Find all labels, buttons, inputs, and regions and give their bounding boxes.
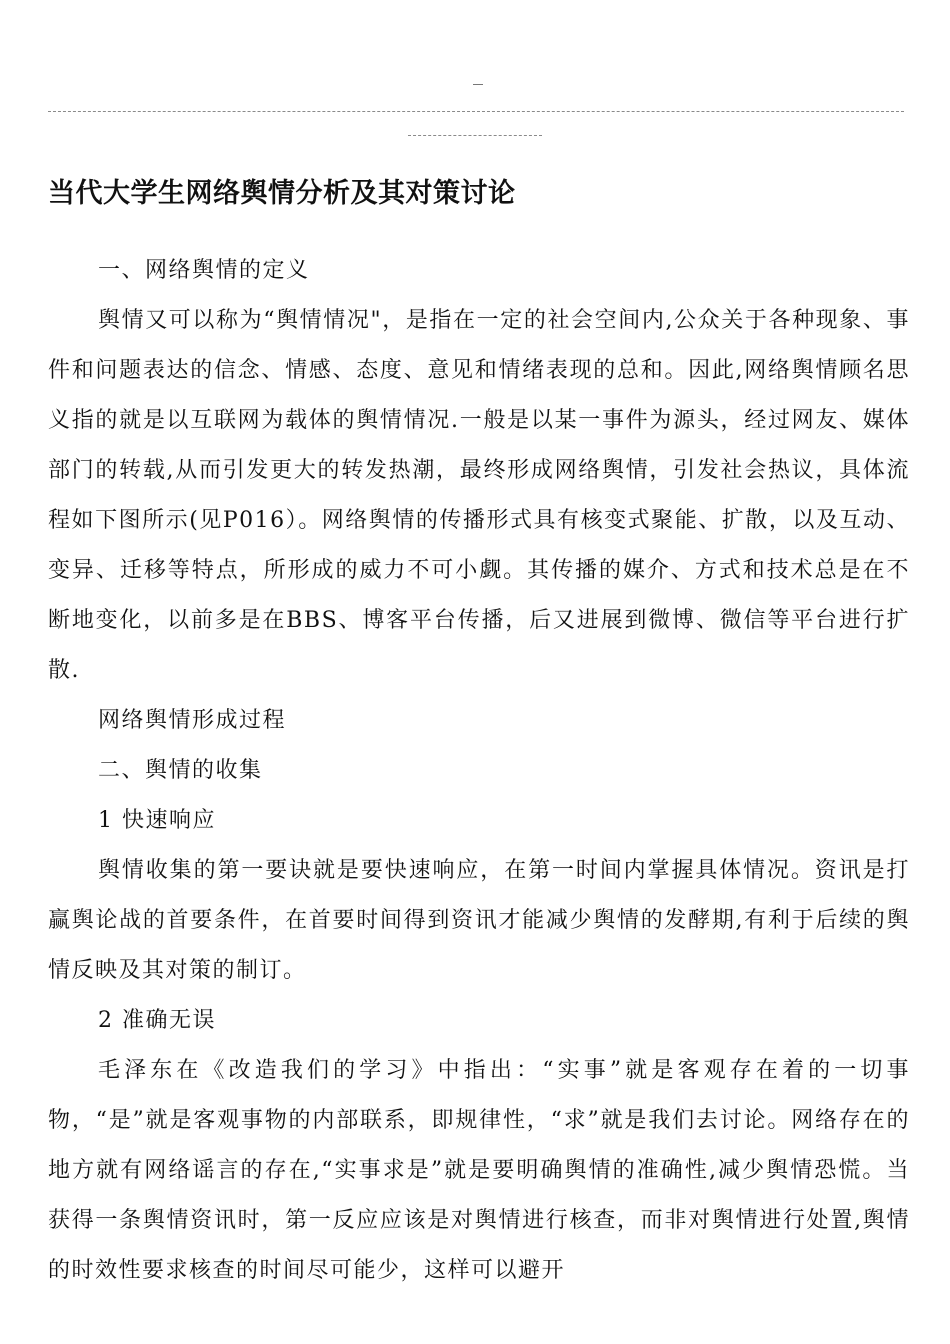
header-rule	[48, 111, 904, 112]
section-heading-definition: 一、网络舆情的定义	[98, 258, 310, 283]
document-body	[48, 246, 910, 1296]
header-subrule	[408, 135, 542, 136]
subheading-accuracy: 2 准确无误	[98, 1008, 216, 1033]
header-mark	[473, 84, 483, 85]
section-heading-collection: 二、舆情的收集	[98, 758, 263, 783]
document-title: 当代大学生网络舆情分析及其对策讨论	[48, 178, 516, 210]
paragraph-accuracy: 毛泽东在《改造我们的学习》中指出：“实事”就是客观存在着的一切事物，“是”就是客观事物的内部联系，即规律性，“求”就是我们去讨论。网络存在的地方就有网络谣言的存在,“实事求是”就是要明确舆情的准确性,减少舆情恐慌。当获得一条舆情资讯时，第一反应应该是对舆情进行核查，而非对舆情进行处置,舆情的时效性要求核查的时间尽可能少，这样可以避开	[48, 1058, 910, 1283]
paragraph-definition: 舆情又可以称为“舆情情况"，是指在一定的社会空间内,公众关于各种现象、事件和问题表达的信念、情感、态度、意见和情绪表现的总和。因此,网络舆情顾名思义指的就是以互联网为载体的舆情情况.一般是以某一事件为源头，经过网友、媒体部门的转载,从而引发更大的转发热潮，最终形成网络舆情，引发社会热议，具体流程如下图所示(见P016）。网络舆情的传播形式具有核变式聚能、扩散，以及互动、变异、迁移等特点，所形成的威力不可小觑。其传播的媒介、方式和技术总是在不断地变化，以前多是在BBS、博客平台传播，后又进展到微博、微信等平台进行扩散.	[48, 308, 910, 683]
figure-caption-process: 网络舆情形成过程	[98, 708, 287, 733]
subheading-fast-response: 1 快速响应	[98, 808, 216, 833]
paragraph-fast-response: 舆情收集的第一要诀就是要快速响应，在第一时间内掌握具体情况。资讯是打赢舆论战的首要条件，在首要时间得到资讯才能减少舆情的发酵期,有利于后续的舆情反映及其对策的制订。	[48, 858, 910, 983]
